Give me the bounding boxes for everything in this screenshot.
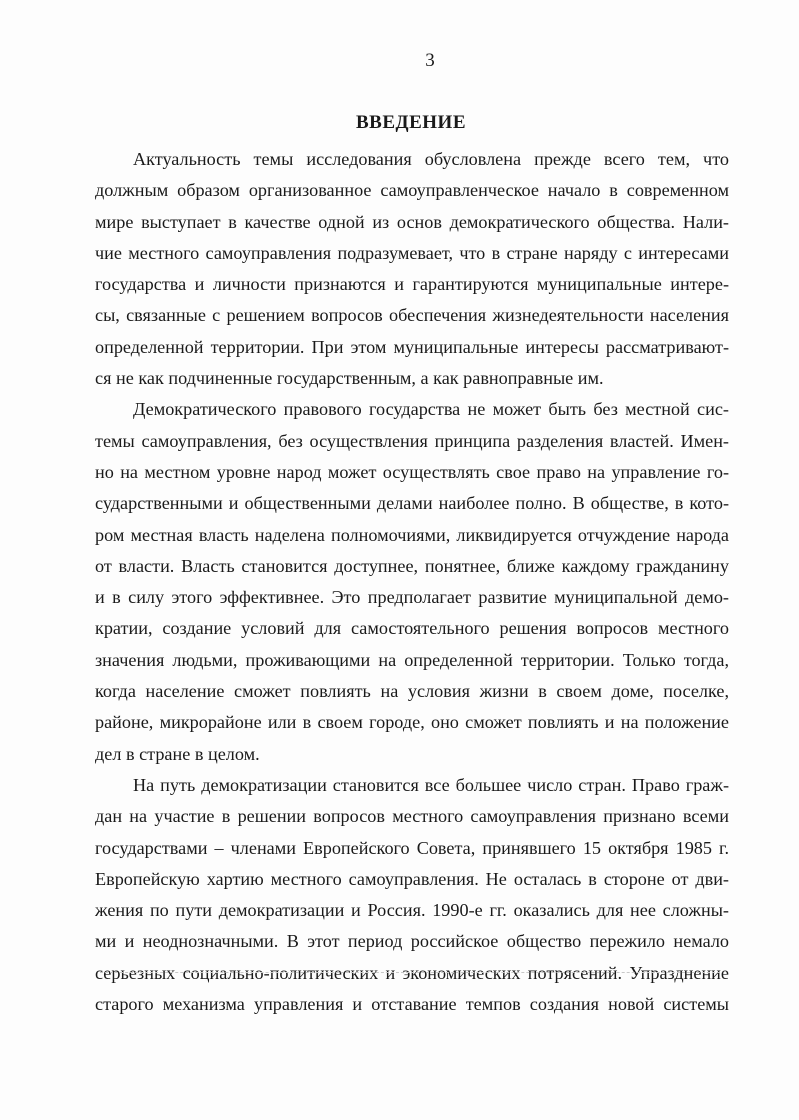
text-line: ми и неоднозначными. В этот период российское общество пережило немало — [95, 931, 729, 952]
text-line: сударственными и общественными делами наиболее полно. В обществе, в кото- — [95, 493, 729, 514]
text-line: ром местная власть наделена полномочиями, ликвидируется отчуждение народа — [95, 524, 729, 545]
page-number: 3 — [425, 50, 435, 71]
text-line: значения людьми, проживающими на определенной территории. Только тогда, — [95, 649, 729, 670]
text-line: кратии, создание условий для самостоятельного решения вопросов местного — [95, 618, 729, 639]
text-line: государства и личности признаются и гарантируются муниципальные интере- — [95, 274, 729, 295]
text-line: чие местного самоуправления подразумевает, что в стране наряду с интересами — [95, 242, 729, 263]
paragraph-2 — [95, 394, 729, 770]
text-line: государствами – членами Европейского Совета, принявшего 15 октября 1985 г. — [95, 837, 729, 858]
text-line: На путь демократизации становится все большее число стран. Право граж- — [133, 774, 729, 795]
text-line: серьезных социально-политических и экономических потрясений. Упразднение — [95, 962, 729, 983]
text-line: жения по пути демократизации и Россия. 1990-е гг. оказались для нее сложны- — [95, 900, 729, 921]
text-line: Демократического правового государства не может быть без местной сис- — [133, 399, 729, 420]
text-line: сы, связанные с решением вопросов обеспечения жизнедеятельности населения — [95, 305, 729, 326]
text-line: темы самоуправления, без осуществления принципа разделения властей. Имен- — [95, 430, 729, 451]
text-line: но на местном уровне народ может осуществлять свое право на управление го- — [95, 461, 729, 482]
text-line: и в силу этого эффективнее. Это предполагает развитие муниципальной демо- — [95, 587, 729, 608]
scan-artifact-line — [100, 972, 720, 973]
body-text — [95, 144, 729, 1020]
text-line: ся не как подчиненные государственным, а как равноправные им. — [95, 368, 604, 389]
text-line: когда население сможет повлиять на условия жизни в своем доме, поселке, — [95, 681, 729, 702]
text-line: мире выступает в качестве одной из основ демократического общества. Нали- — [95, 211, 729, 232]
text-line: дан на участие в решении вопросов местного самоуправления признано всеми — [95, 806, 729, 827]
text-line: от власти. Власть становится доступнее, понятнее, ближе каждому гражданину — [95, 555, 729, 576]
paragraph-1 — [95, 144, 729, 394]
text-line: районе, микрорайоне или в своем городе, оно сможет повлиять и на положение — [95, 712, 729, 733]
text-line: определенной территории. При этом муниципальные интересы рассматривают- — [95, 336, 729, 357]
page-title: ВВЕДЕНИЕ — [356, 112, 466, 133]
text-line: дел в стране в целом. — [95, 743, 260, 764]
paragraph-3 — [95, 770, 729, 1020]
text-line: Актуальность темы исследования обусловлена прежде всего тем, что — [133, 149, 729, 169]
text-line: должным образом организованное самоуправленческое начало в современном — [95, 180, 729, 201]
text-line: Европейскую хартию местного самоуправления. Не осталась в стороне от дви- — [95, 868, 729, 889]
text-line: старого механизма управления и отставание темпов создания новой системы — [95, 994, 729, 1015]
